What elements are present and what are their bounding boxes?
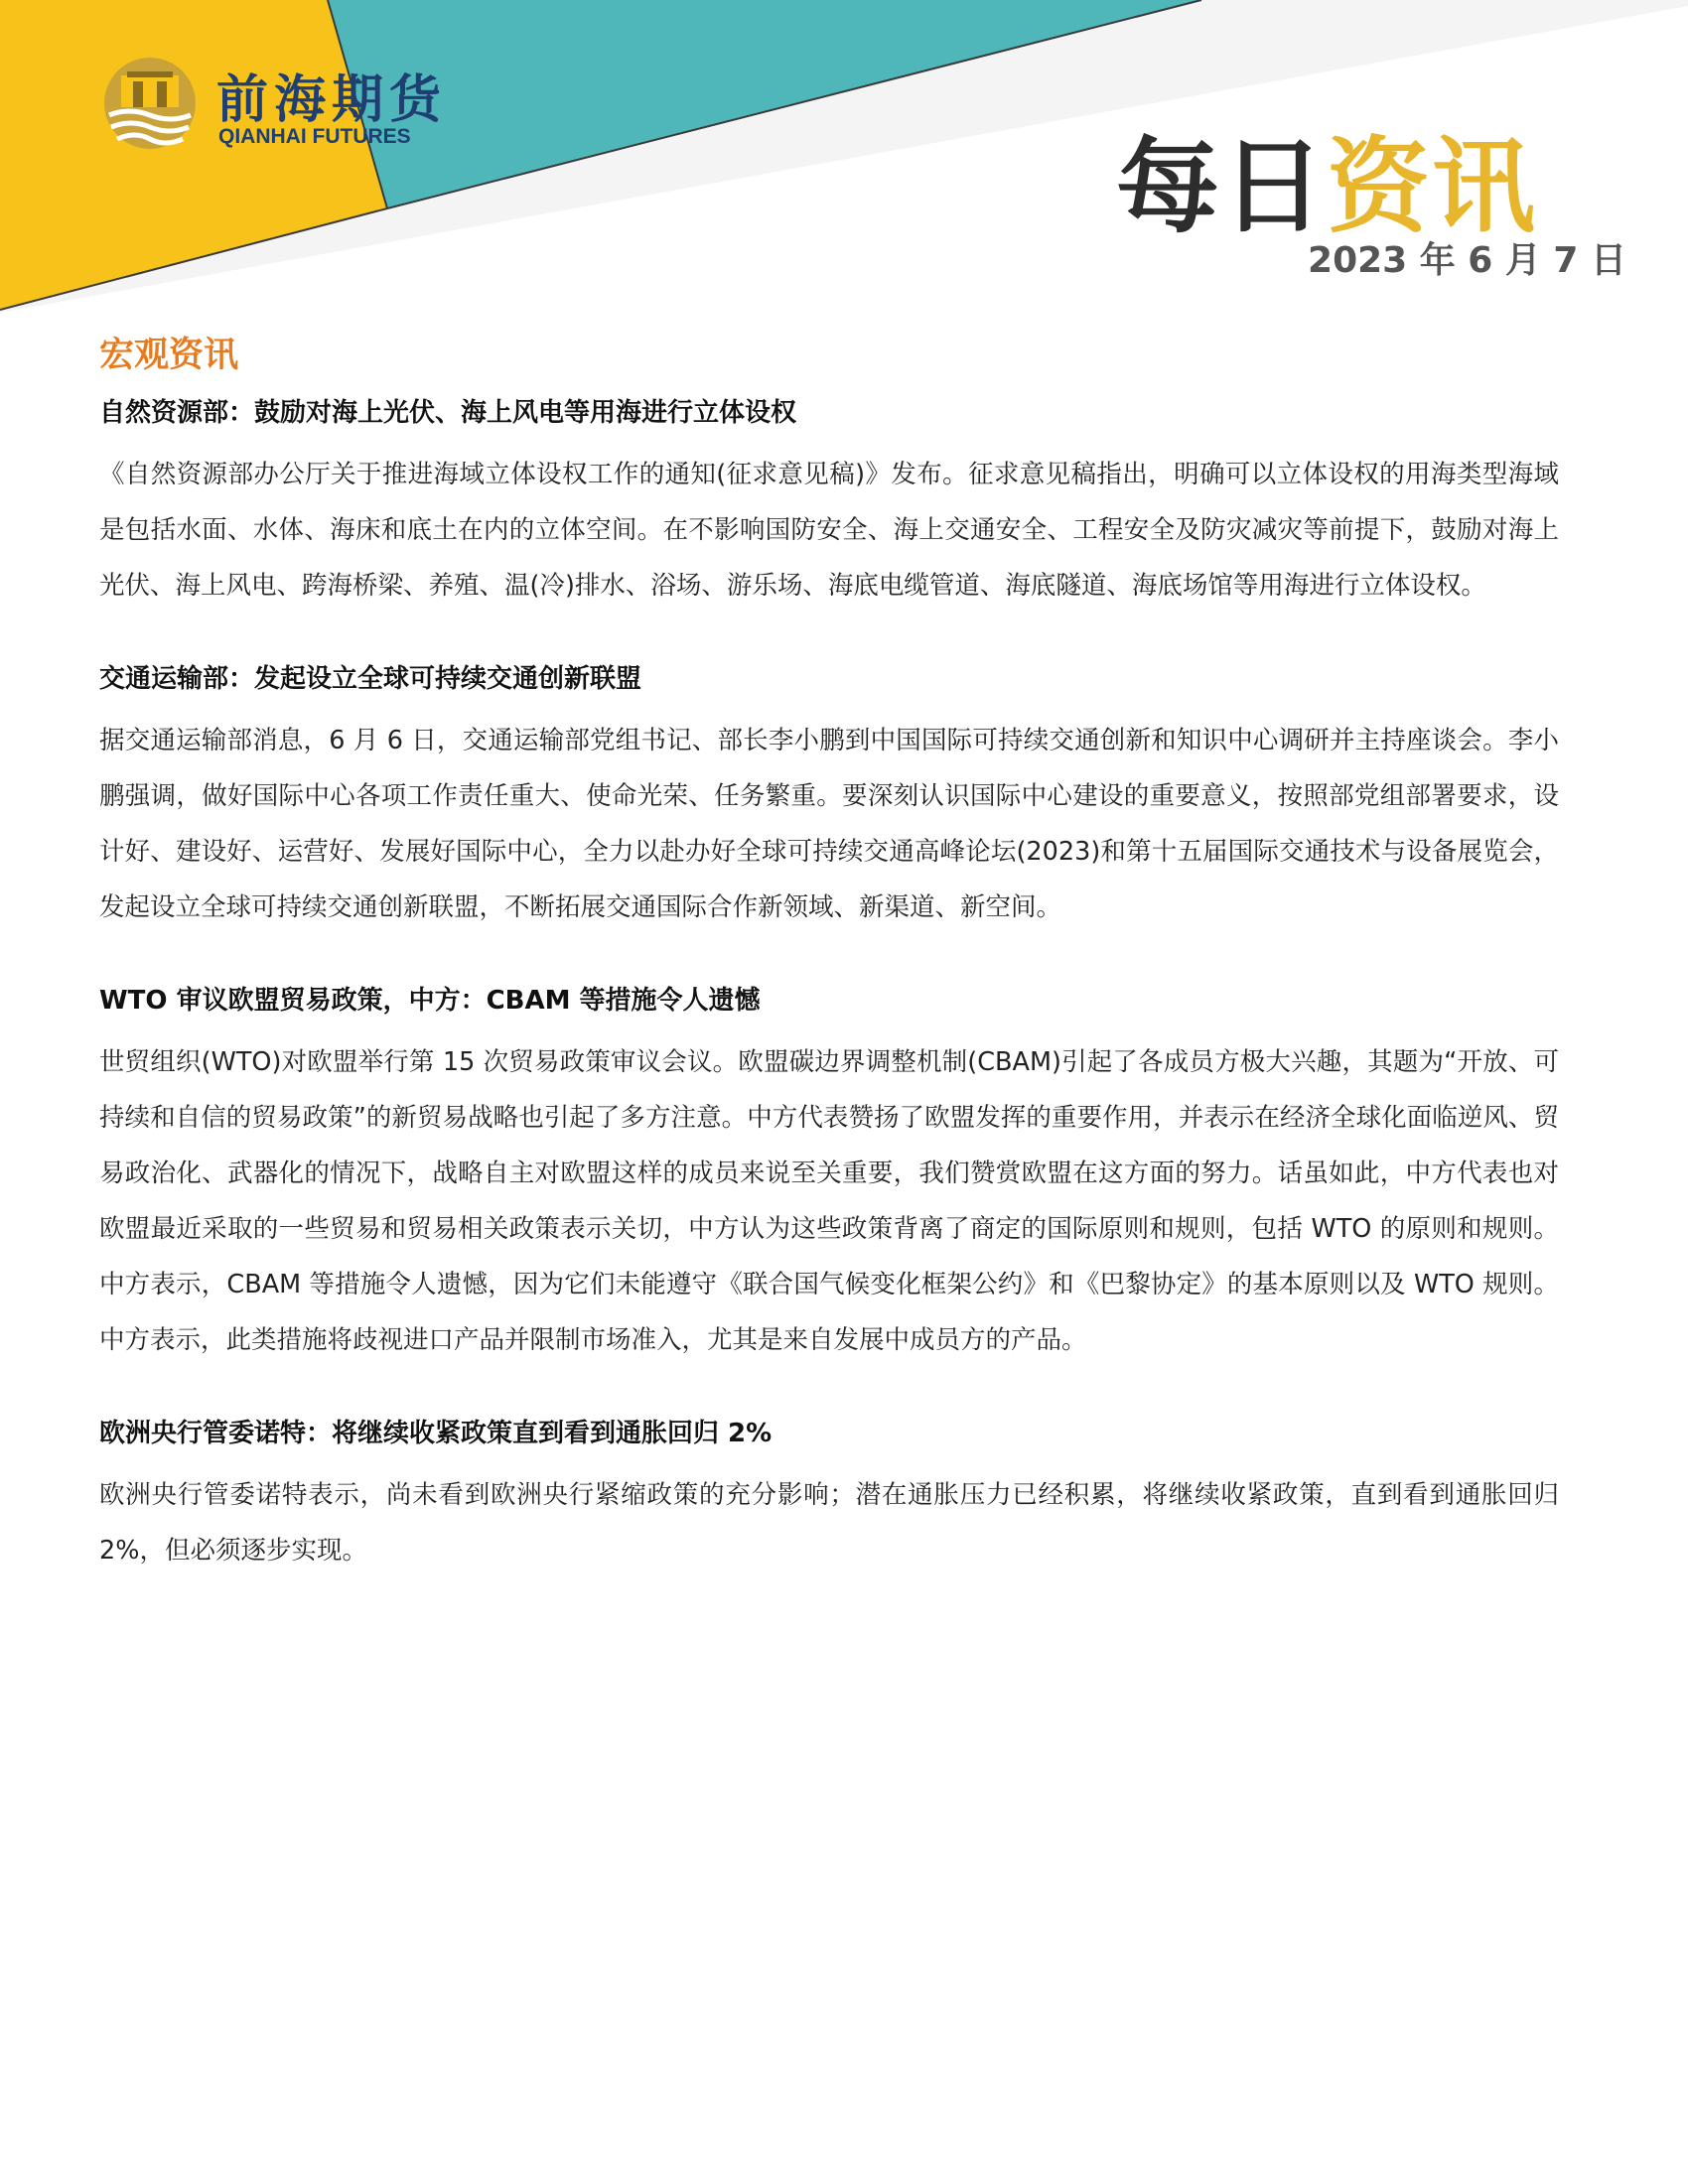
article-title: 自然资源部：鼓励对海上光伏、海上风电等用海进行立体设权 [99, 398, 797, 428]
title-part-news: 资讯 [1326, 126, 1537, 247]
company-logo [95, 52, 453, 161]
article-item [99, 983, 1559, 1368]
logo-sun-wave-icon [95, 54, 205, 153]
main-content [99, 328, 1559, 1626]
article-title: WTO 审议欧盟贸易政策，中方：CBAM 等措施令人遗憾 [99, 986, 761, 1016]
article-body: 据交通运输部消息，6 月 6 日，交通运输部党组书记、部长李小鹏到中国国际可持续交通创新和知识中心调研并主持座谈会。李小鹏强调，做好国际中心各项工作责任重大、使命光荣、任务繁重。要深刻认识国际中心建设的重要意义，按照部党组部署要求，设计好、建设好、运营好、发展好国际中心，全力以赴办好全球可持续交通高峰论坛(2023)和第十五届国际交通技术与设备展览会，发起设立全球可持续交通创新联盟，不断拓展交通国际合作新领域、新渠道、新空间。 [99, 726, 1559, 922]
logo-english-name: QIANHAI FUTURES [218, 125, 411, 148]
section-title: 宏观资讯 [99, 336, 239, 375]
article-body: 欧洲央行管委诺特表示，尚未看到欧洲央行紧缩政策的充分影响；潜在通胀压力已经积累，将继续收紧政策，直到看到通胀回归 2%，但必须逐步实现。 [99, 1480, 1559, 1566]
article-item [99, 395, 1559, 614]
article-item [99, 661, 1559, 935]
logo-chinese-name: 前海期货 [216, 69, 448, 130]
document-title [1116, 103, 1537, 252]
article-body: 《自然资源部办公厅关于推进海域立体设权工作的通知(征求意见稿)》发布。征求意见稿指出，明确可以立体设权的用海类型海域是包括水面、水体、海床和底土在内的立体空间。在不影响国防安全、海上交通安全、工程安全及防灾减灾等前提下，鼓励对海上光伏、海上风电、跨海桥梁、养殖、温(冷)排水、浴场、游乐场、海底电缆管道、海底隧道、海底场馆等用海进行立体设权。 [99, 460, 1559, 601]
document-date: 2023 年 6 月 7 日 [1308, 240, 1626, 281]
article-title: 交通运输部：发起设立全球可持续交通创新联盟 [99, 664, 642, 694]
article-body: 世贸组织(WTO)对欧盟举行第 15 次贸易政策审议会议。欧盟碳边界调整机制(CBAM)引起了各成员方极大兴趣，其题为“开放、可持续和自信的贸易政策”的新贸易战略也引起了多方注意。中方代表赞扬了欧盟发挥的重要作用，并表示在经济全球化面临逆风、贸易政治化、武器化的情况下，战略自主对欧盟这样的成员来说至关重要，我们赞赏欧盟在这方面的努力。话虽如此，中方代表也对欧盟最近采取的一些贸易和贸易相关政策表示关切，中方认为这些政策背离了商定的国际原则和规则，包括 WTO 的原则和规则。中方表示，CBAM 等措施令人遗憾，因为它们未能遵守《联合国气候变化框架公约》和《巴黎协定》的基本原则以及 WTO 规则。中方表示，此类措施将歧视进口产品并限制市场准入，尤其是来自发展中成员方的产品。 [99, 1047, 1559, 1355]
article-title: 欧洲央行管委诺特：将继续收紧政策直到看到通胀回归 2% [99, 1419, 773, 1448]
article-item [99, 1416, 1559, 1578]
title-part-daily: 每日 [1115, 126, 1327, 247]
